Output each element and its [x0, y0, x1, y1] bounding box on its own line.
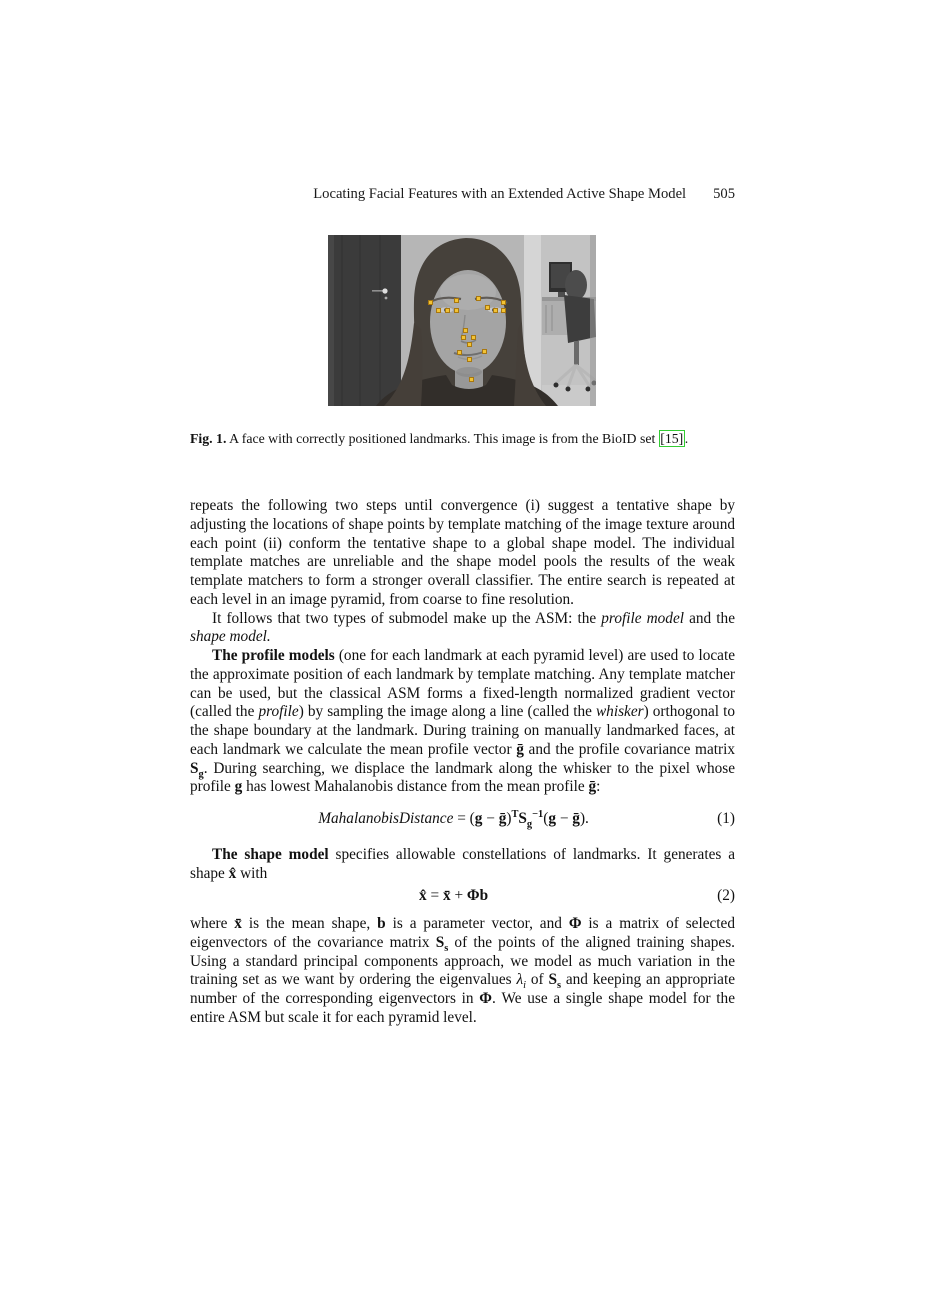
landmark-dot: [454, 308, 459, 313]
landmark-dot: [485, 305, 490, 310]
paragraph-3: The profile models (one for each landmark at each pyramid level) are used to locate the approximate position of each landmark by template matching. Any template matcher can be used, but the classical ASM forms a fixed-length normalized gradient vector (called the profile) by sampling the image along a line (called the whisker) orthogonal to the shape boundary at the landmark. During training on manually landmarked faces, at each landmark we calculate the mean profile vector ḡ and the profile covariance matrix $S_g$. During searching, we displace the landmark along the whisker to the pixel whose profile g has lowest Mahalanobis distance from the mean profile ḡ:: [190, 647, 735, 796]
paragraph-4: The shape model specifies allowable constellations of landmarks. It generates a shape x̂ with: [190, 845, 735, 882]
equation-2: [190, 887, 735, 906]
equation-2-number: (2): [717, 887, 735, 905]
running-title: Locating Facial Features with an Extended Active Shape Model: [313, 186, 687, 202]
landmark-dot: [428, 300, 433, 305]
figure-caption: Fig. 1. A face with correctly positioned landmarks. This image is from the BioID set [15] .: [190, 431, 689, 446]
landmark-dot: [436, 308, 441, 313]
paragraph-2: It follows that two types of submodel make up the ASM: the profile model and the shape model.: [190, 609, 735, 646]
paragraph-5: where x̄ is the mean shape, b is a parameter vector, and Φ is a matrix of selected eigenvectors of the covariance matrix $S_s$ of the points of the aligned training shapes. Using a standard principal components approach, we model as much variation in the training set as we want by ordering the eigenvalues $\lambda_i$ of $S_s$ and keeping an appropriate number of the corresponding eigenvectors in Φ. We use a single shape model for the entire ASM but scale it for each pyramid level.: [190, 915, 736, 1026]
equation-1: [190, 810, 735, 829]
landmark-dot: [461, 335, 466, 340]
equation-1-number: (1): [717, 810, 735, 827]
equation-2-formula: x̂ = x̄ + Φb: [419, 887, 489, 905]
landmark-dot: [476, 296, 481, 301]
page-number: 505: [713, 186, 735, 202]
landmark-dot: [469, 377, 474, 382]
paragraph-1: repeats the following two steps until convergence (i) suggest a tentative shape by adjusting the locations of shape points by template matching of the image texture around each point (ii) conform the tentative shape to a global shape model. The individual template matches are unreliable and the shape model pools the results of the weak template matchers to form a stronger overall classifier. The entire search is repeated at each level in an image pyramid, from coarse to fine resolution.: [190, 497, 735, 608]
page-body: [190, 497, 735, 1028]
landmark-dot: [457, 350, 462, 355]
equation-1-formula: MahalanobisDistance = $(g - ḡ)^TS_g^{-1}(g$ − ḡ).: [318, 808, 589, 831]
landmark-dot: [501, 308, 506, 313]
citation-link[interactable]: [15]: [660, 431, 684, 446]
landmark-dot: [454, 298, 459, 303]
landmark-dot: [467, 357, 472, 362]
landmarks-layer: [328, 235, 596, 406]
landmark-dot: [501, 300, 506, 305]
running-header: [190, 186, 735, 203]
landmark-dot: [463, 328, 468, 333]
landmark-dot: [493, 308, 498, 313]
landmark-dot: [482, 349, 487, 354]
figure-photo: [328, 235, 596, 406]
landmark-dot: [467, 342, 472, 347]
landmark-dot: [471, 335, 476, 340]
landmark-dot: [445, 308, 450, 313]
